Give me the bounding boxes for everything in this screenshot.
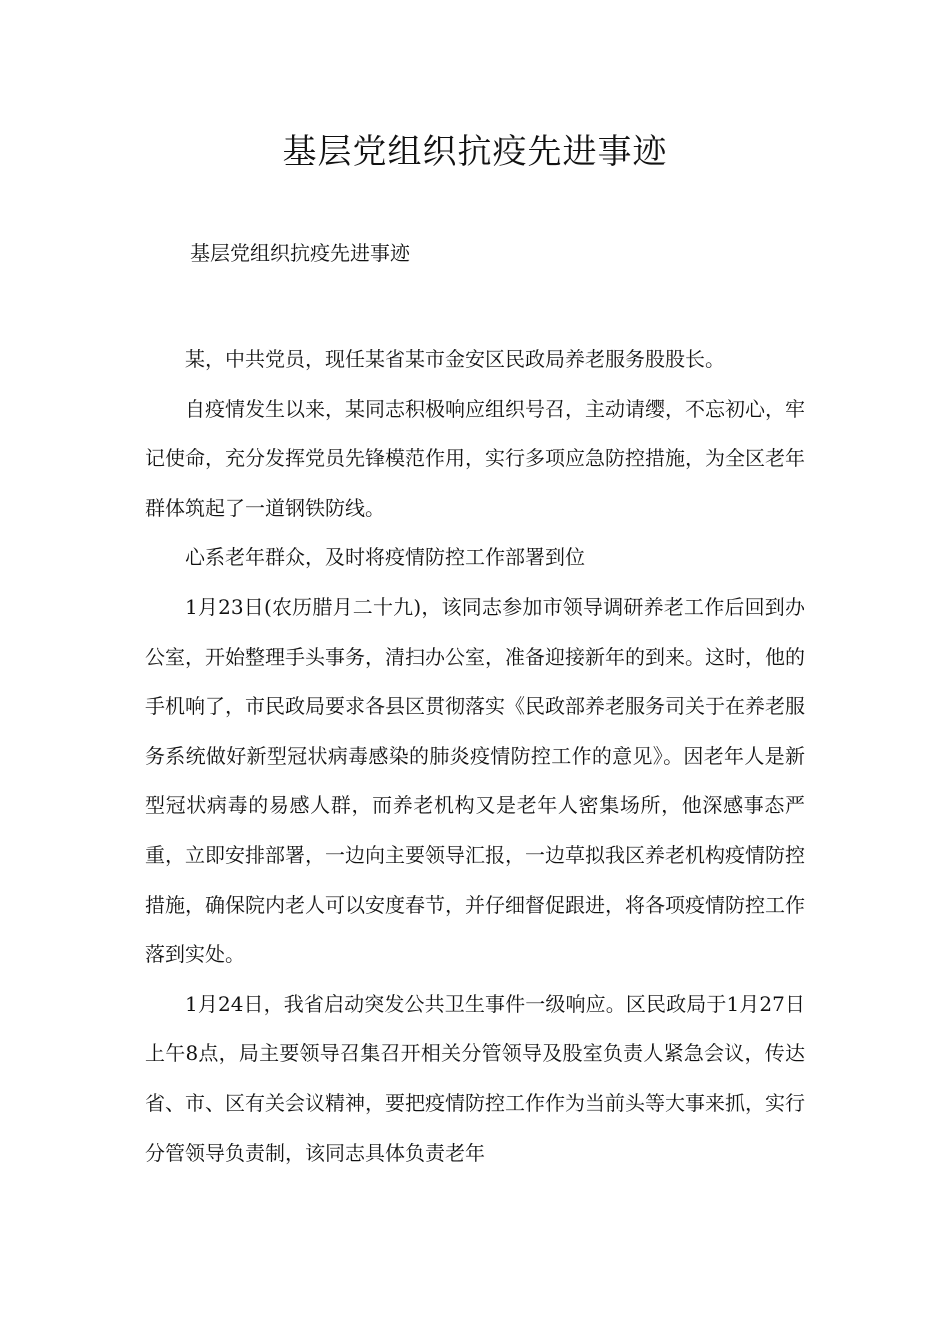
paragraph-summary: 自疫情发生以来，某同志积极响应组织号召，主动请缨，不忘初心，牢记使命，充分发挥党员先锋模范作用，实行多项应急防控措施，为全区老年群体筑起了一道钢铁防线。 (145, 396, 805, 520)
document-subtitle: 基层党组织抗疫先进事迹 (190, 241, 410, 265)
paragraph-jan23: 1月23日(农历腊月二十九)，该同志参加市领导调研养老工作后回到办公室，开始整理手头事务，清扫办公室，准备迎接新年的到来。这时，他的手机响了，市民政局要求各县区贯彻落实《民政部养老服务司关于在养老服务系统做好新型冠状病毒感染的肺炎疫情防控工作的意见》。因老年人是新型冠状病毒的易感人群，而养老机构又是老年人密集场所，他深感事态严重，立即安排部署，一边向主要领导汇报，一边草拟我区养老机构疫情防控措施，确保院内老人可以安度春节，并仔细督促跟进，将各项疫情防控工作落到实处。 (145, 594, 805, 967)
document-title: 基层党组织抗疫先进事迹 (282, 132, 668, 172)
document-body (145, 335, 805, 1178)
paragraph-jan24: 1月24日，我省启动突发公共卫生事件一级响应。区民政局于1月27日上午8点，局主要领导召集召开相关分管领导及股室负责人紧急会议，传达省、市、区有关会议精神，要把疫情防控工作作为当前头等大事来抓，实行分管领导负责制，该同志具体负责老年 (145, 991, 805, 1165)
paragraph-intro: 某，中共党员，现任某省某市金安区民政局养老服务股股长。 (185, 347, 725, 371)
section-heading: 心系老年群众，及时将疫情防控工作部署到位 (185, 545, 585, 570)
